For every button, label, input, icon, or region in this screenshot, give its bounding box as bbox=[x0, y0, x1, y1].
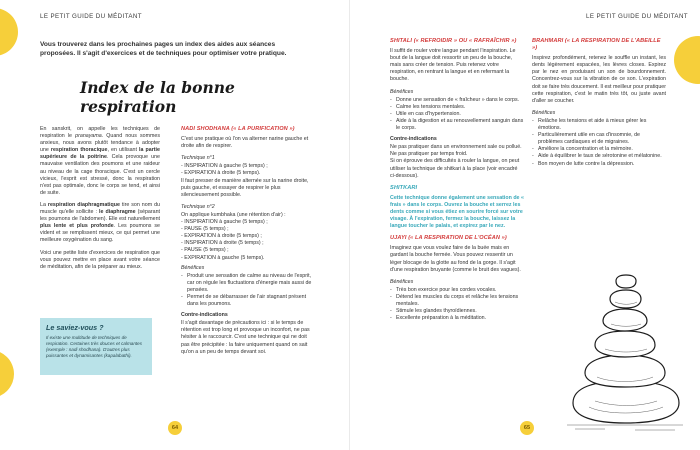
benefits-label: Bénéfices bbox=[390, 278, 414, 285]
decorative-yellow-circle bbox=[0, 350, 14, 398]
contra-line: Ne pas pratiquer par temps froid. bbox=[390, 151, 468, 158]
stone-icon bbox=[610, 290, 641, 308]
benefits-label: Bénéfices bbox=[390, 88, 414, 95]
section-heading: UJAYI (« LA RESPIRATION DE L'OCÉAN ») bbox=[390, 235, 507, 242]
nadi-shodhana-section bbox=[181, 126, 315, 361]
callout-text: Il existe une multitude de techniques de respiration. Certaines très douces et calmantes (exemple : nadi shodhana). D'autres plus puissantes et dynamisantes (kapalabathi). bbox=[46, 335, 143, 358]
section-heading: NADI SHODHANA (« LA PURIFICATION ») bbox=[181, 126, 295, 132]
technique-step: - EXPIRATION à gauche (5 temps). bbox=[181, 254, 265, 261]
contra-label: Contre-indications bbox=[181, 312, 228, 319]
list-item: - Aide à équilibrer le taux de sérotonine et mélatonine. bbox=[532, 153, 666, 160]
section-text: Inspirez profondément, retenez le souffle un instant, les dents légèrement espacées, les lèvres closes. Expirez par le nez en produisant un son de bourdonnement. Concentrez-vous sur la vibration de ce son. L'expiration doit se faire très doucement. Il est meilleur pour pratiquer cette respiration, c'est le matin très tôt, ou juste avant d'aller se coucher. bbox=[532, 55, 666, 104]
running-head: LE PETIT GUIDE DU MÉDITANT bbox=[40, 13, 142, 20]
section-heading: BRAHMARI (« LA RESPIRATION DE L'ABEILLE ») bbox=[532, 38, 661, 52]
shitkari-heading: SHITKARI bbox=[390, 184, 418, 191]
section-heading: SHITALI (« REFROIDIR » OU « RAFRAÎCHIR ») bbox=[390, 38, 517, 44]
stone-icon bbox=[585, 355, 665, 387]
list-item: - Produit une sensation de calme au niveau de l'esprit, car on régule les fluctuations d'énergie mais aussi de pensées. bbox=[181, 273, 315, 294]
technique-label: Technique n°1 bbox=[181, 155, 215, 162]
stone-icon bbox=[603, 309, 647, 331]
stone-icon bbox=[616, 275, 636, 288]
right-column-1 bbox=[390, 38, 524, 322]
decorative-yellow-circle bbox=[674, 36, 700, 84]
list-item: - Donne une sensation de « fraîcheur » dans le corps. bbox=[390, 97, 524, 104]
contra-line: Si on éprouve des difficultés à rouler la langue, on peut utiliser la technique de shitkari à la place (voir encadré ci-dessous). bbox=[390, 158, 520, 179]
page-number: 64 bbox=[168, 421, 182, 435]
list-item: - Améliore la concentration et la mémoire. bbox=[532, 146, 666, 153]
stone-icon bbox=[595, 331, 655, 357]
list-item: - Bon moyen de lutte contre la dépression. bbox=[532, 161, 666, 168]
list-item: - Excellente préparation à la méditation. bbox=[390, 315, 524, 322]
technique-intro: On applique kumbhaka (une rétention d'air) : bbox=[181, 211, 286, 218]
technique-label: Technique n°2 bbox=[181, 203, 215, 210]
right-column-2 bbox=[532, 38, 666, 168]
page-title: Index de la bonne respiration bbox=[80, 78, 235, 116]
benefits-list bbox=[390, 287, 524, 322]
page-number: 65 bbox=[520, 421, 534, 435]
intro-column bbox=[40, 126, 160, 276]
list-item: - Stimule les glandes thyroïdiennes. bbox=[390, 308, 524, 315]
technique-step: - EXPIRATION à droite (5 temps). bbox=[181, 170, 261, 177]
technique-step: - EXPIRATION à droite (5 temps) ; bbox=[181, 233, 262, 240]
decorative-yellow-circle bbox=[0, 8, 18, 56]
did-you-know-box bbox=[40, 318, 152, 375]
technique-step: - INSPIRATION à gauche (5 temps) ; bbox=[181, 219, 268, 226]
list-item: - Relâche les tensions et aide à mieux gérer les émotions. bbox=[532, 118, 666, 132]
contra-line: Ne pas pratiquer dans un environnement sale ou pollué. bbox=[390, 144, 522, 151]
list-item: - Très bon exercice pour les cordes vocales. bbox=[390, 287, 524, 294]
technique-step: - PAUSE (5 temps) ; bbox=[181, 226, 229, 233]
section-text: Imaginez que vous voulez faire de la buée mais en gardant la bouche fermée. Vous pouvez ressentir un léger blocage de la glotte au fond de la gorge. Il s'agit d'une respiration bruyante (comme le bruit des vagues). bbox=[390, 245, 521, 273]
stacked-stones-illustration bbox=[565, 265, 685, 435]
list-item: - Détend les muscles du corps et relâche les tensions mentales. bbox=[390, 294, 524, 308]
list-item: - Particulièrement utile en cas d'insomnie, de problèmes cardiaques et de migraines. bbox=[532, 132, 666, 146]
benefits-list bbox=[181, 273, 315, 308]
paragraph-diaphragm: La respiration diaphragmatique tire son nom du muscle qu'elle sollicite : le diaphragme (séparant les poumons de l'abdomen). Elle est naturellement plus lente et plus profonde. Les poumons se vident et se remplissent mieux, ce qui permet une meilleure oxygénation du sang. bbox=[40, 201, 160, 244]
technique-step: - PAUSE (5 temps) ; bbox=[181, 247, 229, 254]
technique-step: - INSPIRATION à gauche (5 temps) ; bbox=[181, 163, 268, 170]
list-item: - Utile en cas d'hypertension. bbox=[390, 111, 524, 118]
list-item: - Permet de se débarrasser de l'air stagnant présent dans les poumons. bbox=[181, 294, 315, 308]
list-item: - Aide à la digestion et au renouvellement sanguin dans le corps. bbox=[390, 118, 524, 132]
callout-title: Le saviez-vous ? bbox=[46, 323, 104, 332]
section-intro: C'est une pratique où l'on va alterner narine gauche et droite afin de respirer. bbox=[181, 136, 309, 150]
benefits-label: Bénéfices bbox=[181, 264, 205, 271]
benefits-list bbox=[390, 97, 524, 132]
intro-text: Vous trouverez dans les prochaines pages un index des aides aux séances proposées. Il s'agit d'exercices et de techniques pour optimiser votre pratique. bbox=[40, 41, 287, 58]
technique-step: - INSPIRATION à droite (5 temps) ; bbox=[181, 240, 264, 247]
contra-text: Il s'agit davantage de précautions ici : si le temps de rétention est trop long et provoque un inconfort, ne pas hésiter à le raccourcir. C'est une technique qui ne doit pas être précipitée : la faire uniquement quand on sait qu'on a un peu de temps devant soi. bbox=[181, 320, 310, 355]
benefits-list bbox=[532, 118, 666, 168]
technique-note: Il faut presser de manière alternée sur la narine droite, puis gauche, et essayer de respirer le plus silencieusement possible. bbox=[181, 177, 309, 198]
shitkari-text: Cette technique donne également une sensation de « frais » dans le corps. Ouvrez la bouche et serrez les dents comme si vous étiez en sourire forcé sur votre visage. À l'expiration, fermez la bouche, laissez la langue toucher le palais, et expirez par le nez. bbox=[390, 194, 524, 230]
benefits-label: Bénéfices bbox=[532, 109, 556, 116]
section-text: Il suffit de rouler votre langue pendant l'inspiration. Le bout de la langue doit ressortir un peu de la bouche, mais sans créer de tension. Puis retenez votre respiration, en rentrant la langue et en refermant la bouche. bbox=[390, 48, 516, 83]
contra-label: Contre-indications bbox=[390, 136, 437, 143]
paragraph-list-intro: Voici une petite liste d'exercices de respiration que vous pouvez mettre en place avant votre séance de méditation, afin de la préparer au mieux. bbox=[40, 249, 160, 270]
list-item: - Calme les tensions mentales. bbox=[390, 104, 524, 111]
paragraph-thoracic: En sanskrit, on appelle les techniques de respiration le pranayama. Quand nous sommes anxieux, nous avons plutôt tendance à adopter une respiration thoracique, en utilisant la partie supérieure de la poitrine. Cela provoque une mauvaise ventilation des poumons et une raideur au niveau de la cage thoracique. C'est un cercle vicieux, l'esprit est stressé, donc la respiration n'est pas optimale, donc le corps se tend, et ainsi de suite. bbox=[40, 126, 161, 196]
running-head: LE PETIT GUIDE DU MÉDITANT bbox=[586, 13, 688, 20]
